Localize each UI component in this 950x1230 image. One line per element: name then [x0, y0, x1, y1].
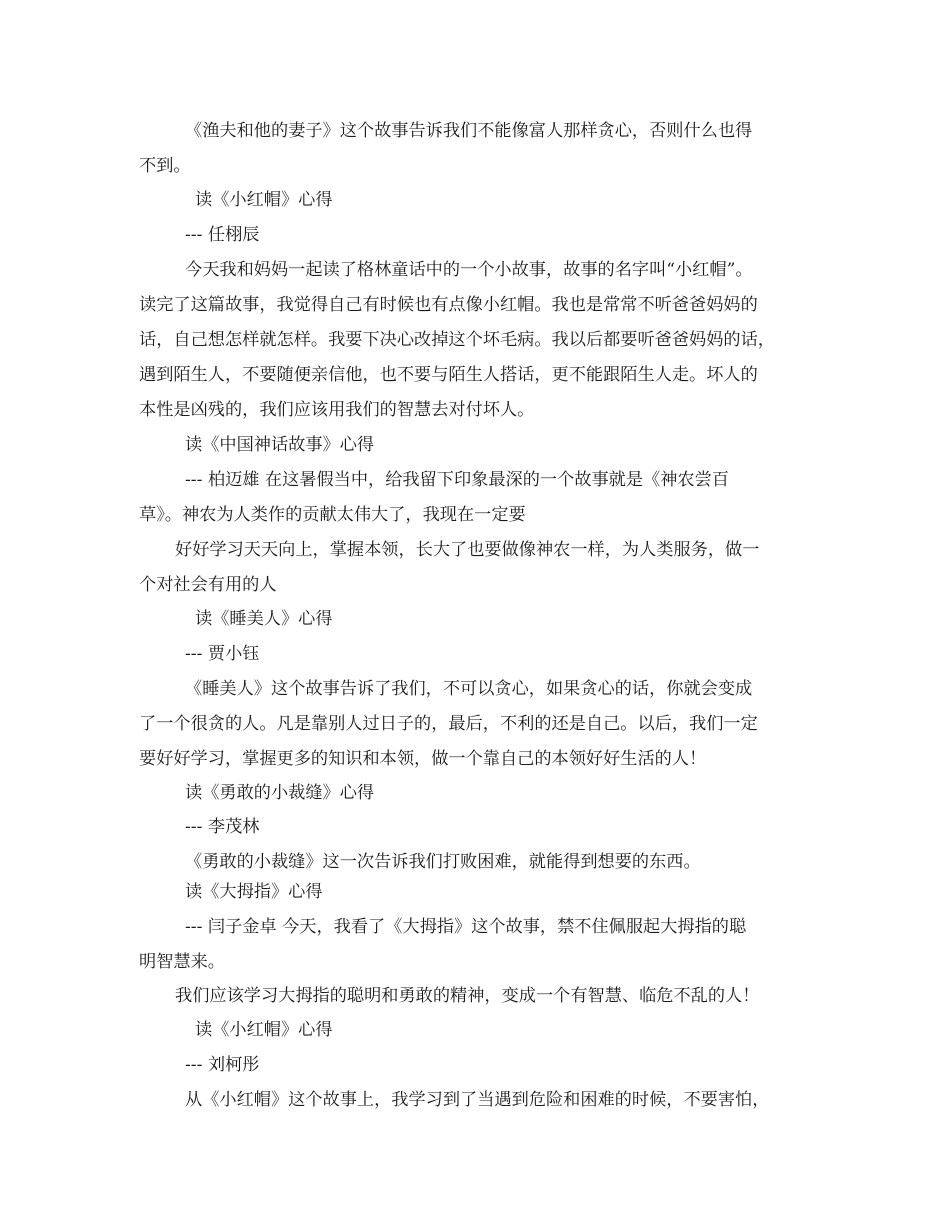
heading-red-riding-hood-1: 读《小红帽》心得: [195, 190, 333, 210]
story-2-paragraph-line-3: 话，自己想怎样就怎样。我要下决心改掉这个坏毛病。我以后都要听爸爸妈妈的话，: [139, 330, 775, 350]
heading-brave-little-tailor: 读《勇敢的小裁缝》心得: [185, 783, 375, 803]
story-3-paragraph-line-1: 草》。神农为人类作的贡献太伟大了，我现在一定要: [139, 505, 526, 525]
author-line-6: --- 刘柯彤: [185, 1055, 260, 1075]
story-1-paragraph-line-2: 不到。: [139, 156, 191, 176]
story-6-paragraph-line-2: 我们应该学习大拇指的聪明和勇敢的精神，变成一个有智慧、临危不乱的人！: [175, 986, 760, 1006]
story-7-paragraph-line-1: 从《小红帽》这个故事上，我学习到了当遇到危险和困难的时候，不要害怕，: [185, 1090, 770, 1110]
story-2-paragraph-line-1: 今天我和妈妈一起读了格林童话中的一个小故事，故事的名字叫“小红帽”。: [185, 260, 753, 280]
story-2-paragraph-line-2: 读完了这篇故事，我觉得自己有时候也有点像小红帽。我也是常常不听爸爸妈妈的: [139, 295, 758, 315]
author-line-4: --- 李茂林: [185, 817, 260, 837]
story-3-paragraph-line-2: 好好学习天天向上，掌握本领，长大了也要做像神农一样，为人类服务，做一: [175, 540, 760, 560]
author-line-1: --- 任栩辰: [185, 225, 260, 245]
story-5-paragraph-line-1: 《勇敢的小裁缝》这一次告诉我们打败困难，就能得到想要的东西。: [185, 852, 701, 872]
author-line-5: --- 闫子金卓 今天，我看了《大拇指》这个故事，禁不住佩服起大拇指的聪: [185, 917, 747, 937]
story-4-paragraph-line-2: 了一个很贪的人。凡是靠别人过日子的，最后，不利的还是自己。以后，我们一定: [139, 714, 758, 734]
story-6-paragraph-line-1: 明智慧来。: [139, 952, 225, 972]
heading-sleeping-beauty: 读《睡美人》心得: [195, 609, 333, 629]
story-4-paragraph-line-3: 要好好学习，掌握更多的知识和本领，做一个靠自己的本领好好生活的人！: [139, 749, 707, 769]
story-2-paragraph-line-5: 本性是凶残的，我们应该用我们的智慧去对付坏人。: [139, 400, 535, 420]
heading-thumbelina: 读《大拇指》心得: [185, 882, 323, 902]
story-2-paragraph-line-4: 遇到陌生人，不要随便亲信他，也不要与陌生人搭话，更不能跟陌生人走。坏人的: [139, 365, 758, 385]
heading-chinese-myths: 读《中国神话故事》心得: [185, 435, 375, 455]
story-4-paragraph-line-1: 《睡美人》这个故事告诉了我们，不可以贪心，如果贪心的话，你就会变成: [185, 679, 753, 699]
heading-red-riding-hood-2: 读《小红帽》心得: [195, 1020, 333, 1040]
author-line-3: --- 贾小钰: [185, 644, 260, 664]
story-3-paragraph-line-3: 个对社会有用的人: [139, 575, 277, 595]
author-line-2: --- 柏迈雄 在这暑假当中，给我留下印象最深的一个故事就是《神农尝百: [185, 470, 729, 490]
story-1-paragraph-line-1: 《渔夫和他的妻子》这个故事告诉我们不能像富人那样贪心，否则什么也得: [185, 121, 753, 141]
